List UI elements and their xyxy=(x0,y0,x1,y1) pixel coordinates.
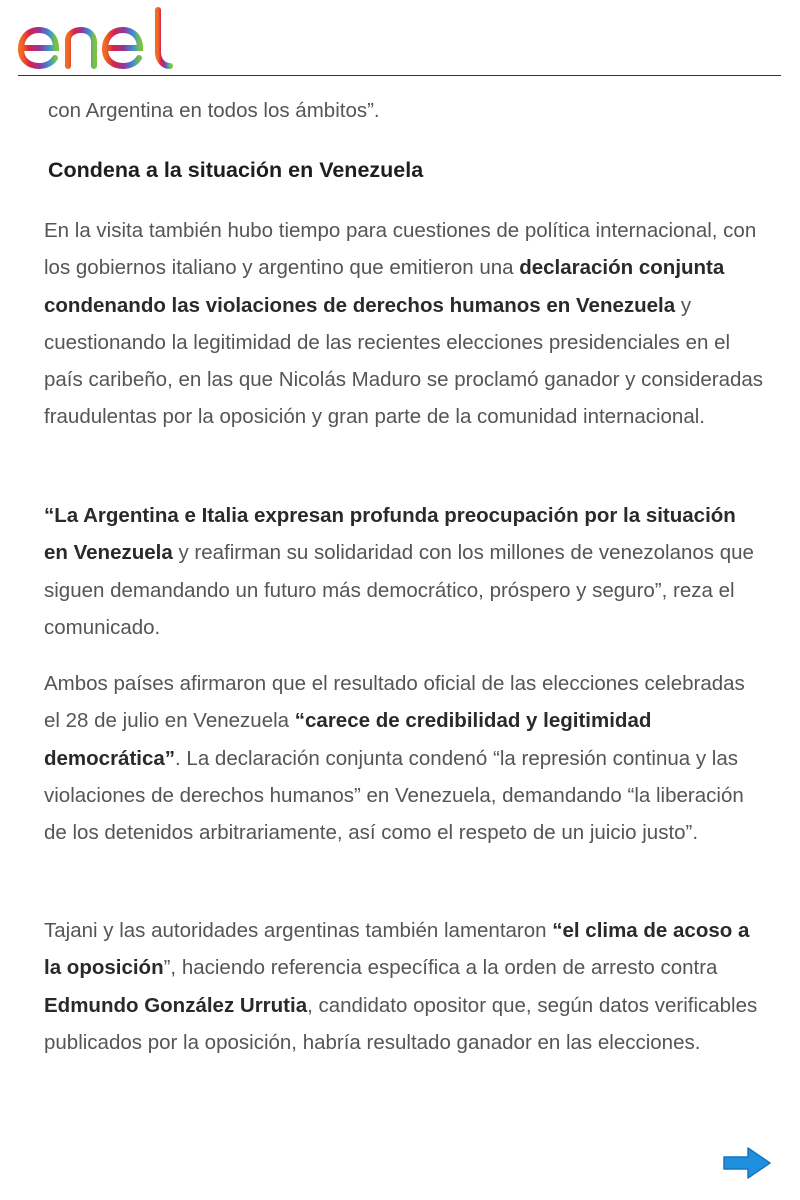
p4-bold-1: “el clima de acoso a la oposición xyxy=(44,919,750,980)
p2-text-1: y reafirman su solidaridad con los millones de venezolanos que siguen demandando un futuro más democrático, próspero y seguro”, reza el comunicado. xyxy=(44,541,754,639)
paragraph-1 xyxy=(44,212,764,436)
p4-bold-2: Edmundo González Urrutia xyxy=(44,993,308,1017)
p4-text-1: Tajani y las autoridades argentinas también lamentaron xyxy=(44,919,553,942)
enel-logo[interactable] xyxy=(18,6,188,70)
paragraph-3 xyxy=(44,665,764,851)
p1-text-2: y cuestionando la legitimidad de las recientes elecciones presidenciales en el país caribeño, en las que Nicolás Maduro se proclamó ganador y consideradas fraudulentas por la oposición y gran parte de la comunidad internacional. xyxy=(44,293,764,429)
next-page-button[interactable] xyxy=(721,1146,773,1180)
lead-fragment: con Argentina en todos los ámbitos”. xyxy=(48,99,380,122)
arrow-right-icon xyxy=(724,1148,770,1178)
paragraph-4 xyxy=(44,912,764,1061)
p3-text-1: Ambos países afirmaron que el resultado oficial de las elecciones celebradas el 28 de julio en Venezuela xyxy=(44,672,745,733)
section-heading: Condena a la situación en Venezuela xyxy=(48,158,424,182)
site-header xyxy=(18,0,781,76)
paragraph-2 xyxy=(44,497,764,646)
p4-text-3: , candidato opositor que, según datos verificables publicados por la oposición, habría resultado ganador en las elecciones. xyxy=(44,993,758,1054)
p2-bold-1: “La Argentina e Italia expresan profunda preocupación por la situación en Venezuela xyxy=(44,504,736,565)
p3-bold-1: “carece de credibilidad y legitimidad democrática” xyxy=(44,709,652,770)
p1-text-1: En la visita también hubo tiempo para cuestiones de política internacional, con los gobiernos italiano y argentino que emitieron una xyxy=(44,219,757,280)
p4-text-2: ”, haciendo referencia específica a la orden de arresto contra xyxy=(163,956,718,980)
p3-text-2: . La declaración conjunta condenó “la represión continua y las violaciones de derechos humanos” en Venezuela, demandando “la liberación de los detenidos arbitrariamente, así como el respeto de un juicio justo”. xyxy=(44,746,744,845)
p1-bold-1: declaración conjunta condenando las violaciones de derechos humanos en Venezuela xyxy=(44,256,725,317)
